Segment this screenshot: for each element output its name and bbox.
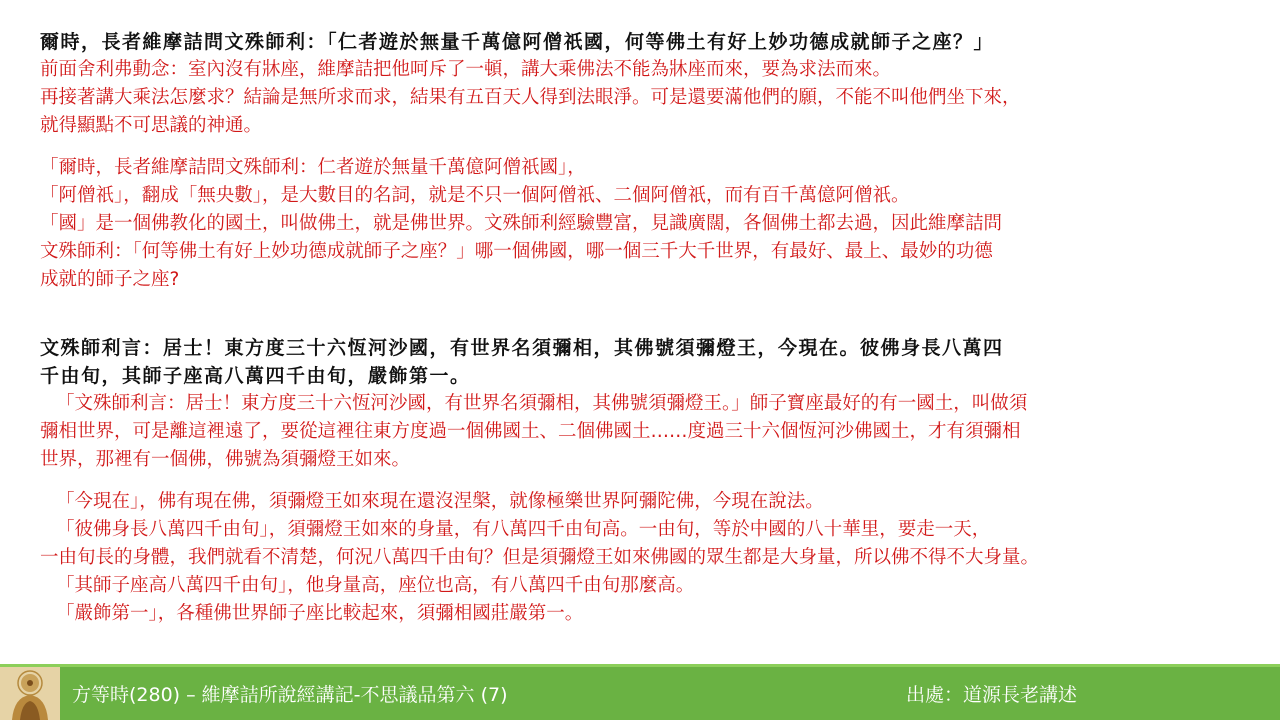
slide-body xyxy=(40,28,1270,628)
footer-title: 方等時(280) – 維摩詰所說經講記-不思議品第六 (7) xyxy=(72,684,508,706)
commentary-line: 「阿僧祇」，翻成「無央數」，是大數目的名詞，就是不只一個阿僧祇、二個阿僧祇，而有百千萬億阿僧祇。 xyxy=(40,185,910,206)
commentary-line: 成就的師子之座? xyxy=(40,269,180,290)
commentary-line: 彌相世界，可是離這裡遠了，要從這裡往東方度過一個佛國土、二個佛國土……度過三十六個恆河沙佛國土，才有須彌相 xyxy=(40,421,1021,442)
commentary-line: 「其師子座高八萬四千由旬」，他身量高，座位也高，有八萬四千由旬那麼高。 xyxy=(56,575,695,596)
commentary-line: 前面舍利弗動念：室內沒有牀座，維摩詰把他呵斥了一頓，講大乘佛法不能為牀座而來，要為求法而來。 xyxy=(40,59,892,80)
commentary-line: 就得顯點不可思議的神通。 xyxy=(40,115,263,136)
footer-source: 出處：道源長老講述 xyxy=(906,684,1078,706)
commentary-line: 「國」是一個佛教化的國土，叫做佛土，就是佛世界。文殊師利經驗豐富，見識廣闊，各個佛土都去過，因此維摩詰問 xyxy=(40,213,1003,234)
commentary-line: 「彼佛身長八萬四千由旬」，須彌燈王如來的身量，有八萬四千由旬高。一由旬，等於中國的八十華里，要走一天， xyxy=(56,519,991,540)
commentary-line: 一由旬長的身體，我們就看不清楚，何況八萬四千由旬？但是須彌燈王如來佛國的眾生都是大身量，所以佛不得不大身量。 xyxy=(40,547,1040,568)
buddha-portrait-thumbnail xyxy=(0,667,60,720)
commentary-line: 「爾時，長者維摩詰問文殊師利：仁者遊於無量千萬億阿僧祇國」， xyxy=(40,157,586,178)
commentary-line: 文殊師利：「何等佛土有好上妙功德成就師子之座？」哪一個佛國，哪一個三千大千世界，有最好、最上、最妙的功德 xyxy=(40,241,993,262)
commentary-line: 「今現在」，佛有現在佛，須彌燈王如來現在還沒涅槃，就像極樂世界阿彌陀佛，今現在說法。 xyxy=(56,491,824,512)
commentary-line: 再接著講大乘法怎麼求？結論是無所求而求，結果有五百天人得到法眼淨。可是還要滿他們的願，不能不叫他們坐下來， xyxy=(40,87,1021,108)
commentary-line: 世界，那裡有一個佛，佛號為須彌燈王如來。 xyxy=(40,449,411,470)
sutra-line: 爾時，長者維摩詰問文殊師利：「仁者遊於無量千萬億阿僧祇國，何等佛土有好上妙功德成就師子之座？」 xyxy=(40,31,995,53)
footer-bar xyxy=(0,664,1280,720)
commentary-line: 「嚴飾第一」，各種佛世界師子座比較起來，須彌相國莊嚴第一。 xyxy=(56,603,584,624)
sutra-line: 千由旬，其師子座高八萬四千由旬，嚴飾第一。 xyxy=(40,365,471,387)
commentary-line: 「文殊師利言：居士！東方度三十六恆河沙國，有世界名須彌相，其佛號須彌燈王。」師子寶座最好的有一國土，叫做須 xyxy=(56,393,1028,414)
sutra-line: 文殊師利言：居士！東方度三十六恆河沙國，有世界名須彌相，其佛號須彌燈王，今現在。彼佛身長八萬四 xyxy=(40,337,1004,359)
